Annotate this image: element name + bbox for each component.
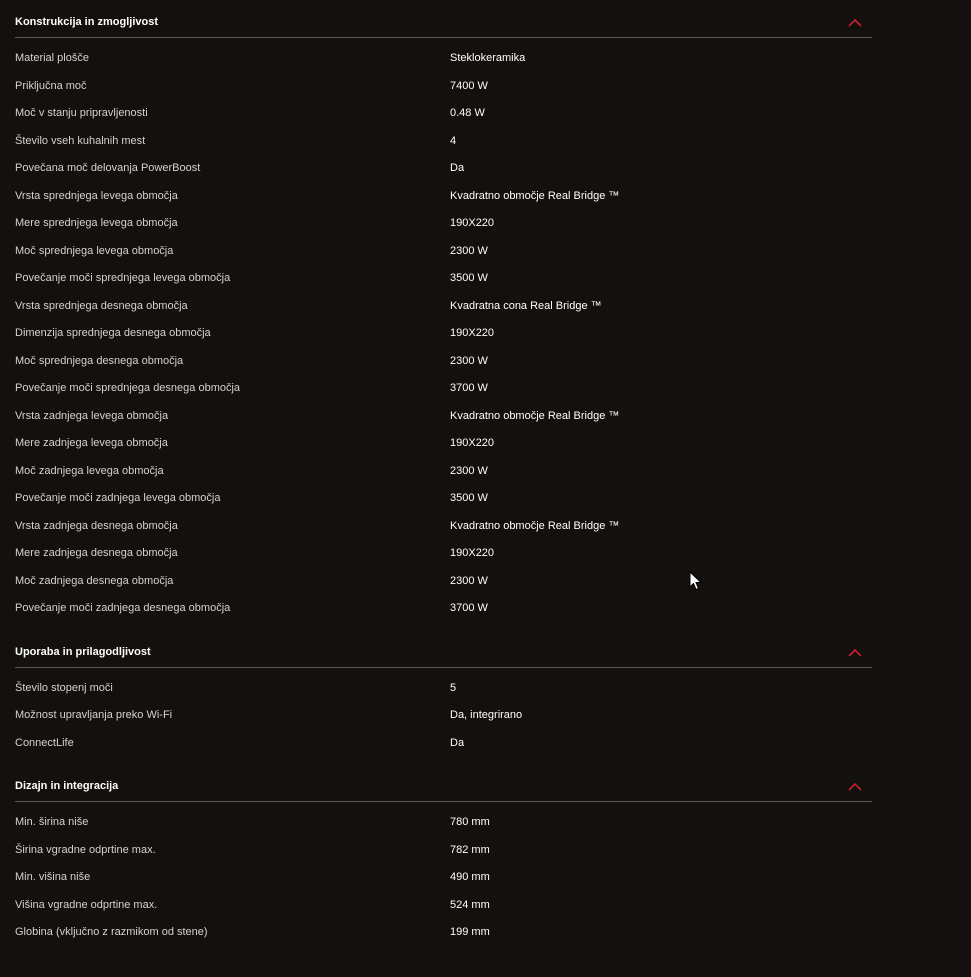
spec-label: Število stopenj moči — [15, 681, 113, 694]
spec-label: Globina (vključno z razmikom od stene) — [15, 926, 208, 938]
spec-label: Število vseh kuhalnih mest — [15, 134, 146, 147]
chevron-up-icon[interactable] — [848, 648, 862, 658]
spec-value: Kvadratno območje Real Bridge ™ — [450, 519, 620, 532]
spec-label: Moč zadnjega desnega območja — [15, 574, 174, 587]
spec-row — [15, 575, 872, 603]
spec-row — [15, 80, 872, 108]
spec-value: 3700 W — [450, 382, 488, 394]
spec-value: 190X220 — [450, 547, 495, 559]
spec-list — [15, 668, 872, 765]
spec-value: 190X220 — [450, 437, 495, 449]
spec-value: Kvadratna cona Real Bridge ™ — [450, 299, 602, 312]
spec-value: 0.48 W — [450, 107, 485, 119]
section-header[interactable] — [15, 630, 872, 668]
section-header[interactable] — [15, 764, 872, 802]
spec-row — [15, 737, 872, 765]
spec-label: Vrsta zadnjega desnega območja — [15, 519, 178, 532]
spec-row — [15, 899, 872, 927]
spec-row — [15, 382, 872, 410]
spec-label: Mere zadnjega levega območja — [15, 437, 168, 449]
spec-label: Min. višina niše — [15, 871, 91, 883]
spec-label: Povečanje moči sprednjega desnega območja — [15, 382, 241, 394]
section-title: Dizajn in integracija — [15, 780, 119, 792]
spec-list — [15, 802, 872, 954]
spec-label: Dimenzija sprednjega desnega območja — [15, 327, 211, 339]
spec-row — [15, 844, 872, 872]
spec-row — [15, 602, 872, 630]
spec-row — [15, 547, 872, 575]
spec-row — [15, 682, 872, 710]
spec-value: 3500 W — [450, 272, 488, 284]
spec-row — [15, 709, 872, 737]
spec-value: 190X220 — [450, 327, 495, 339]
spec-value: Da — [450, 736, 465, 749]
spec-label: Višina vgradne odprtine max. — [15, 898, 158, 911]
section-construction-performance — [15, 0, 872, 630]
mouse-cursor-icon — [689, 571, 703, 591]
spec-label: Min. širina niše — [15, 816, 89, 828]
spec-label: Možnost upravljanja preko Wi-Fi — [15, 709, 173, 721]
spec-row — [15, 871, 872, 899]
section-title: Konstrukcija in zmogljivost — [15, 16, 159, 28]
spec-row — [15, 355, 872, 383]
spec-label: Mere zadnjega desnega območja — [15, 547, 178, 559]
section-usage-adaptability — [15, 630, 872, 765]
chevron-up-icon[interactable] — [848, 18, 862, 28]
spec-value: 490 mm — [450, 871, 490, 883]
section-header[interactable] — [15, 0, 872, 38]
spec-label: Moč sprednjega levega območja — [15, 244, 174, 257]
spec-row — [15, 327, 872, 355]
spec-row — [15, 107, 872, 135]
spec-row — [15, 926, 872, 954]
spec-row — [15, 245, 872, 273]
spec-row — [15, 437, 872, 465]
spec-label: ConnectLife — [15, 736, 74, 749]
spec-row — [15, 272, 872, 300]
spec-value: 4 — [450, 134, 457, 147]
spec-label: Povečanje moči sprednjega levega območja — [15, 272, 231, 284]
spec-label: Vrsta zadnjega levega območja — [15, 409, 169, 422]
spec-value: Da, integrirano — [450, 709, 523, 721]
spec-value: 2300 W — [450, 574, 488, 587]
spec-label: Povečana moč delovanja PowerBoost — [15, 162, 201, 174]
section-title: Uporaba in prilagodljivost — [15, 645, 151, 658]
spec-row — [15, 816, 872, 844]
spec-label: Moč sprednjega desnega območja — [15, 354, 184, 367]
spec-row — [15, 135, 872, 163]
spec-value: Steklokeramika — [450, 52, 526, 64]
spec-row — [15, 162, 872, 190]
spec-value: 780 mm — [450, 816, 490, 828]
spec-value: 3700 W — [450, 602, 488, 614]
spec-label: Povečanje moči zadnjega desnega območja — [15, 602, 231, 614]
chevron-up-icon[interactable] — [848, 782, 862, 792]
spec-row — [15, 410, 872, 438]
spec-value: 2300 W — [450, 464, 488, 477]
spec-label: Mere sprednjega levega območja — [15, 217, 178, 229]
spec-value: 782 mm — [450, 843, 490, 856]
spec-value: 7400 W — [450, 79, 488, 92]
spec-label: Povečanje moči zadnjega levega območja — [15, 492, 221, 504]
spec-value: 2300 W — [450, 244, 488, 257]
spec-value: 524 mm — [450, 898, 490, 911]
spec-value: 3500 W — [450, 492, 488, 504]
spec-label: Moč v stanju pripravljenosti — [15, 107, 148, 119]
spec-label: Širina vgradne odprtine max. — [15, 843, 156, 856]
spec-label: Moč zadnjega levega območja — [15, 464, 164, 477]
spec-value: 190X220 — [450, 217, 495, 229]
spec-row — [15, 465, 872, 493]
spec-row — [15, 520, 872, 548]
spec-value: Kvadratno območje Real Bridge ™ — [450, 409, 620, 422]
spec-label: Material plošče — [15, 52, 89, 64]
spec-label: Vrsta sprednjega desnega območja — [15, 299, 188, 312]
spec-label: Priključna moč — [15, 79, 87, 92]
spec-list — [15, 38, 872, 630]
spec-value: 2300 W — [450, 354, 488, 367]
specifications-panel — [15, 0, 872, 954]
spec-value: Kvadratno območje Real Bridge ™ — [450, 189, 620, 202]
spec-value: 5 — [450, 681, 457, 694]
section-design-integration — [15, 764, 872, 954]
spec-row — [15, 217, 872, 245]
spec-row — [15, 52, 872, 80]
spec-row — [15, 190, 872, 218]
spec-label: Vrsta sprednjega levega območja — [15, 189, 178, 202]
spec-row — [15, 300, 872, 328]
spec-value: 199 mm — [450, 926, 490, 938]
spec-value: Da — [450, 162, 465, 174]
spec-row — [15, 492, 872, 520]
